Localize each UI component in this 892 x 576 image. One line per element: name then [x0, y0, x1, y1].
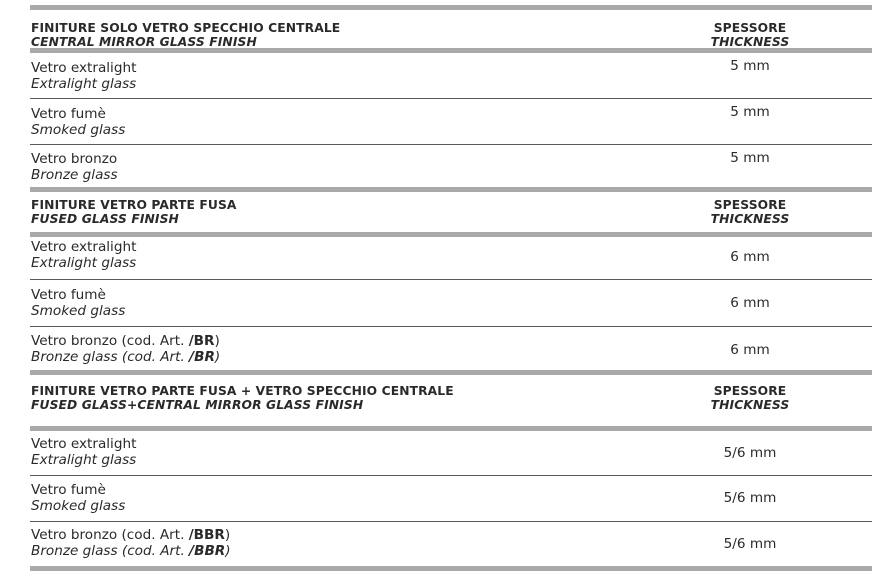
thickness-value: 5/6 mm	[723, 490, 777, 506]
finish-name-en: Extralight glass	[31, 255, 137, 271]
finish-name-it: Vetro extralight	[31, 239, 137, 255]
article-code: /BBR	[188, 527, 225, 543]
finish-name-en: Bronze glass	[31, 167, 118, 183]
section-title-en: CENTRAL MIRROR GLASS FINISH	[31, 35, 257, 49]
thickness-header-en: THICKNESS	[710, 35, 790, 49]
finish-name-it: Vetro extralight	[31, 60, 137, 76]
section-title-en: FUSED GLASS FINISH	[31, 212, 179, 226]
article-code: /BR	[189, 349, 215, 365]
thickness-header-it: SPESSORE	[713, 384, 787, 398]
section-header	[30, 192, 872, 232]
thickness-value: 5 mm	[730, 58, 770, 74]
finish-name-en: Extralight glass	[31, 452, 137, 468]
thickness-value: 5 mm	[730, 104, 770, 120]
finish-name-it: Vetro extralight	[31, 436, 137, 452]
table-row	[30, 53, 872, 98]
section-title-it: FINITURE VETRO PARTE FUSA + VETRO SPECCHIO CENTRALE	[31, 384, 454, 398]
table-row	[30, 327, 872, 370]
thickness-value: 5/6 mm	[723, 536, 777, 552]
thickness-value: 5/6 mm	[723, 445, 777, 461]
finish-name-it: Vetro bronzo	[31, 151, 118, 167]
section-title-en: FUSED GLASS+CENTRAL MIRROR GLASS FINISH	[31, 398, 364, 412]
section-divider	[30, 566, 872, 571]
finish-name-it	[31, 527, 231, 543]
finish-name-en: Smoked glass	[31, 303, 126, 319]
thickness-header-en: THICKNESS	[710, 212, 790, 226]
finish-name-en: Smoked glass	[31, 122, 126, 138]
finish-name-it-text: Vetro bronzo (cod. Art.	[31, 333, 189, 349]
finish-name-en	[31, 543, 231, 559]
finish-name-en: Smoked glass	[31, 498, 126, 514]
finish-name-en-text: Bronze glass (cod. Art.	[31, 543, 190, 559]
finish-name-it	[31, 333, 220, 349]
table-row	[30, 145, 872, 187]
thickness-header-it: SPESSORE	[713, 21, 787, 35]
table-row	[30, 280, 872, 326]
thickness-value: 5 mm	[730, 150, 770, 166]
finish-name-it-tail: )	[224, 527, 231, 543]
article-code: /BBR	[189, 543, 226, 559]
thickness-value: 6 mm	[730, 249, 770, 265]
table-row	[30, 237, 872, 279]
finish-name-it: Vetro fumè	[31, 106, 106, 122]
finish-name-it-tail: )	[214, 333, 220, 349]
article-code: /BR	[188, 333, 215, 349]
section-header	[30, 10, 872, 48]
finish-name-en-text: Bronze glass (cod. Art.	[31, 349, 190, 365]
table-row	[30, 476, 872, 521]
table-row	[30, 99, 872, 144]
table-row	[30, 431, 872, 475]
finish-name-en: Extralight glass	[31, 76, 137, 92]
thickness-value: 6 mm	[730, 295, 770, 311]
section-title-it: FINITURE SOLO VETRO SPECCHIO CENTRALE	[31, 21, 341, 35]
finish-name-it-text: Vetro bronzo (cod. Art.	[31, 527, 189, 543]
thickness-header-it: SPESSORE	[713, 198, 787, 212]
thickness-header-en: THICKNESS	[710, 398, 790, 412]
table-row	[30, 522, 872, 566]
thickness-value: 6 mm	[730, 342, 770, 358]
section-header	[30, 375, 872, 426]
finish-name-en-tail: )	[214, 349, 221, 365]
finishes-table	[30, 0, 872, 571]
finish-name-en-tail: )	[225, 543, 231, 559]
section-title-it: FINITURE VETRO PARTE FUSA	[31, 198, 237, 212]
finish-name-en	[31, 349, 220, 365]
finish-name-it: Vetro fumè	[31, 287, 106, 303]
finish-name-it: Vetro fumè	[31, 482, 106, 498]
